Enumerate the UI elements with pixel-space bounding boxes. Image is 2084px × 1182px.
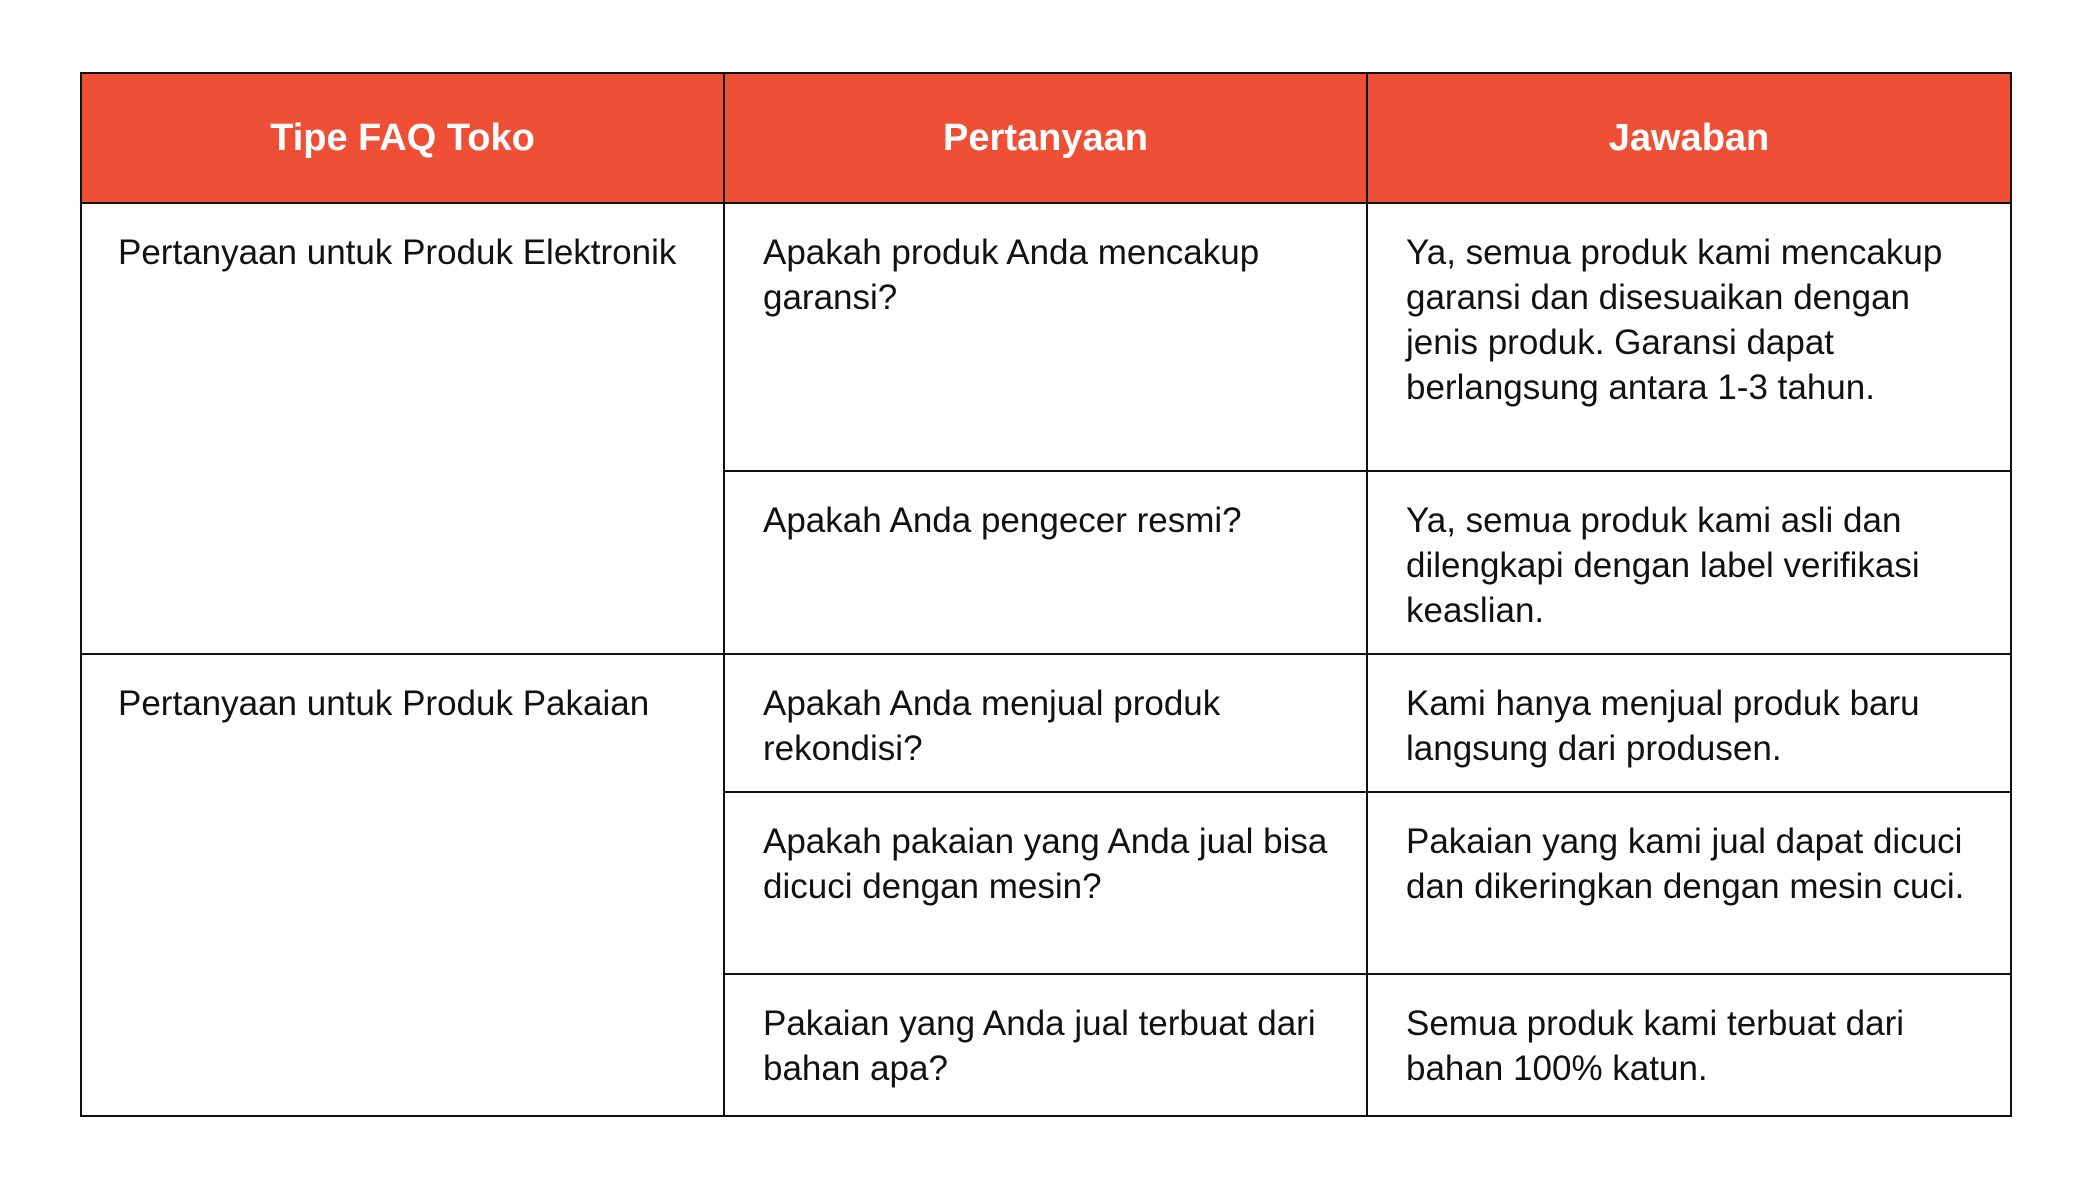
faq-table [80, 72, 2012, 1117]
faq-type-clothing: Pertanyaan untuk Produk Pakaian [81, 654, 724, 1116]
question-cell: Apakah produk Anda mencakup garansi? [724, 203, 1367, 471]
question-cell: Apakah Anda menjual produk rekondisi? [724, 654, 1367, 792]
answer-cell: Pakaian yang kami jual dapat dicuci dan dikeringkan dengan mesin cuci. [1367, 792, 2011, 974]
question-cell: Pakaian yang Anda jual terbuat dari bahan apa? [724, 974, 1367, 1116]
header-question: Pertanyaan [724, 73, 1367, 203]
question-cell: Apakah Anda pengecer resmi? [724, 471, 1367, 654]
table-header-row [81, 73, 2011, 203]
answer-cell: Ya, semua produk kami asli dan dilengkapi dengan label verifikasi keaslian. [1367, 471, 2011, 654]
answer-cell: Ya, semua produk kami mencakup garansi dan disesuaikan dengan jenis produk. Garansi dapat berlangsung antara 1-3 tahun. [1367, 203, 2011, 471]
faq-type-electronics: Pertanyaan untuk Produk Elektronik [81, 203, 724, 654]
question-cell: Apakah pakaian yang Anda jual bisa dicuci dengan mesin? [724, 792, 1367, 974]
answer-cell: Semua produk kami terbuat dari bahan 100% katun. [1367, 974, 2011, 1116]
header-answer: Jawaban [1367, 73, 2011, 203]
answer-cell: Kami hanya menjual produk baru langsung dari produsen. [1367, 654, 2011, 792]
table-row [81, 203, 2011, 471]
header-type: Tipe FAQ Toko [81, 73, 724, 203]
table-row [81, 654, 2011, 792]
